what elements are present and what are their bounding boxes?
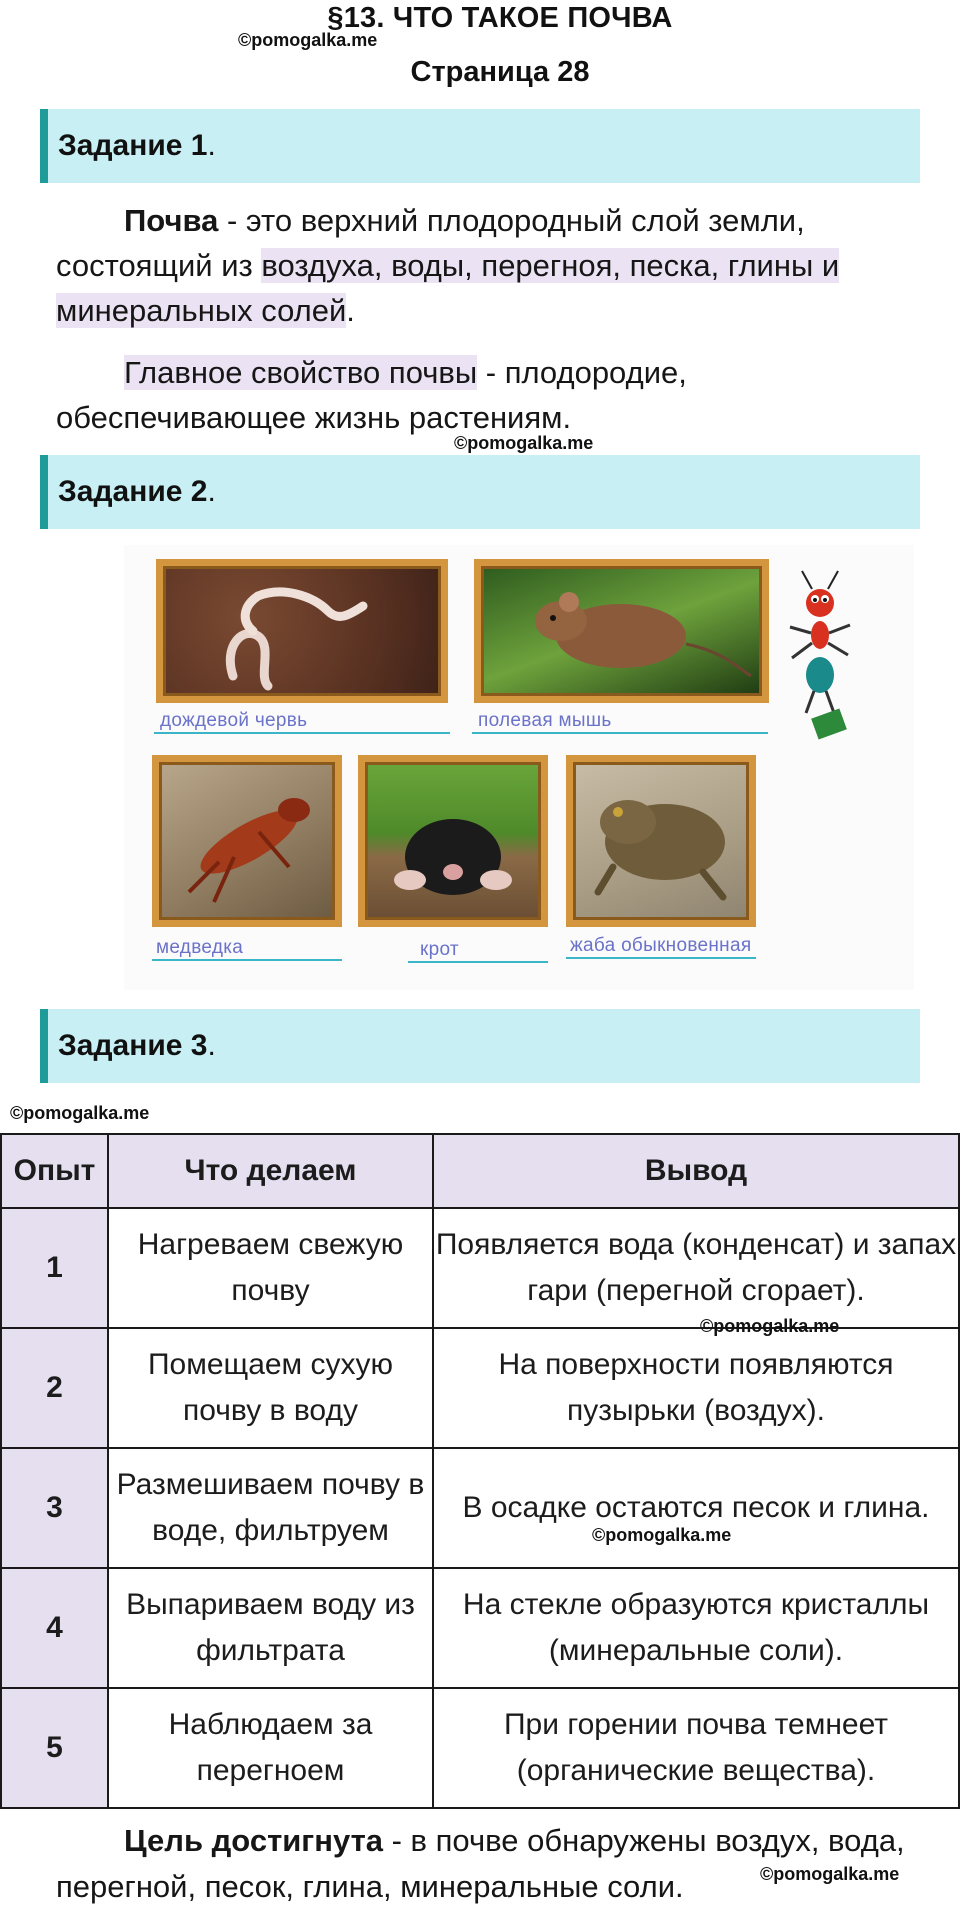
caption-mole: крот (420, 939, 459, 960)
caption-earthworm: дождевой червь (160, 710, 308, 731)
toad-photo (566, 755, 756, 927)
soil-components-highlight: воздуха, воды, перегноя, песка, глины и минеральных солей (56, 248, 840, 328)
mole-photo (358, 755, 548, 927)
experiment-result: В осадке остаются песок и глина. (433, 1448, 959, 1568)
experiments-table (0, 1133, 960, 1809)
mouse-icon (481, 566, 762, 696)
earthworm-photo (156, 559, 448, 703)
mole-icon (365, 762, 541, 920)
task-1-label: Задание 1 (58, 129, 208, 162)
ant-illustration-icon (780, 563, 860, 763)
experiment-number: 3 (1, 1448, 108, 1568)
task-1-header (40, 109, 920, 183)
experiment-result: Появляется вода (конденсат) и запах гари (перегной сгорает). (433, 1208, 959, 1328)
main-property-highlight: Главное свойство почвы (124, 355, 478, 390)
caption-field-mouse: полевая мышь (478, 710, 612, 731)
task-3-header (40, 1009, 920, 1083)
task-2-dot: . (207, 475, 216, 508)
toad-icon (573, 762, 749, 920)
caption-line (154, 732, 450, 734)
caption-toad: жаба обыкновенная (570, 935, 752, 956)
task-2-header (40, 455, 920, 529)
conclusion-text: - в почве обнаружены воздух, вода, перегной, песок, глина, минеральные соли. (56, 1823, 905, 1904)
caption-line (152, 959, 342, 961)
caption-line (566, 957, 756, 959)
experiment-number: 5 (1, 1688, 108, 1808)
task-3-label: Задание 3 (58, 1029, 208, 1062)
conclusion-label: Цель достигнута (124, 1823, 383, 1858)
mole-cricket-icon (159, 762, 335, 920)
experiment-number: 4 (1, 1568, 108, 1688)
table-row (1, 1448, 959, 1568)
experiment-action: Выпариваем воду из фильтрата (108, 1568, 433, 1688)
experiment-action: Помещаем сухую почву в воду (108, 1328, 433, 1448)
term-soil: Почва (124, 203, 219, 238)
watermark: ©pomogalka.me (760, 1864, 900, 1884)
main-property-text: - плодородие, обеспечивающее жизнь растениям. (56, 355, 687, 435)
table-row (1, 1328, 959, 1448)
earthworm-icon (163, 566, 441, 696)
definition-end: . (346, 293, 355, 328)
watermark: ©pomogalka.me (454, 433, 594, 453)
experiment-result: При горении почва темнеет (органические вещества). (433, 1688, 959, 1808)
table-row (1, 1568, 959, 1688)
table-row (1, 1688, 959, 1808)
page-title: §13. ЧТО ТАКОЕ ПОЧВА (327, 2, 673, 34)
task-1-paragraph-1 (56, 198, 886, 333)
table-row (1, 1208, 959, 1328)
task-1-dot: . (207, 129, 216, 162)
column-header-action: Что делаем (108, 1134, 433, 1208)
experiment-action: Размешиваем почву в воде, фильтруем (108, 1448, 433, 1568)
watermark: ©pomogalka.me (238, 30, 378, 50)
experiment-number: 2 (1, 1328, 108, 1448)
task-2-label: Задание 2 (58, 475, 208, 508)
conclusion-paragraph (56, 1818, 936, 1908)
experiment-result: На поверхности появляются пузырьки (воздух). (433, 1328, 959, 1448)
watermark: ©pomogalka.me (700, 1316, 840, 1336)
mole-cricket-photo (152, 755, 342, 927)
soil-animals-picture (124, 545, 914, 990)
field-mouse-photo (474, 559, 769, 703)
page-subtitle: Страница 28 (410, 56, 590, 88)
experiment-action: Наблюдаем за перегноем (108, 1688, 433, 1808)
experiment-action: Нагреваем свежую почву (108, 1208, 433, 1328)
definition-text: - это верхний плодородный слой земли, состоящий из (56, 203, 805, 283)
watermark: ©pomogalka.me (592, 1525, 732, 1545)
experiment-result: На стекле образуются кристаллы (минеральные соли). (433, 1568, 959, 1688)
caption-line (472, 732, 768, 734)
task-1-paragraph-2 (56, 350, 886, 440)
table-header-row (1, 1134, 959, 1208)
task-3-dot: . (207, 1029, 216, 1062)
experiment-number: 1 (1, 1208, 108, 1328)
caption-mole-cricket: медведка (156, 937, 244, 958)
column-header-experiment: Опыт (1, 1134, 108, 1208)
column-header-result: Вывод (433, 1134, 959, 1208)
watermark: ©pomogalka.me (10, 1103, 150, 1123)
caption-line (408, 961, 548, 963)
